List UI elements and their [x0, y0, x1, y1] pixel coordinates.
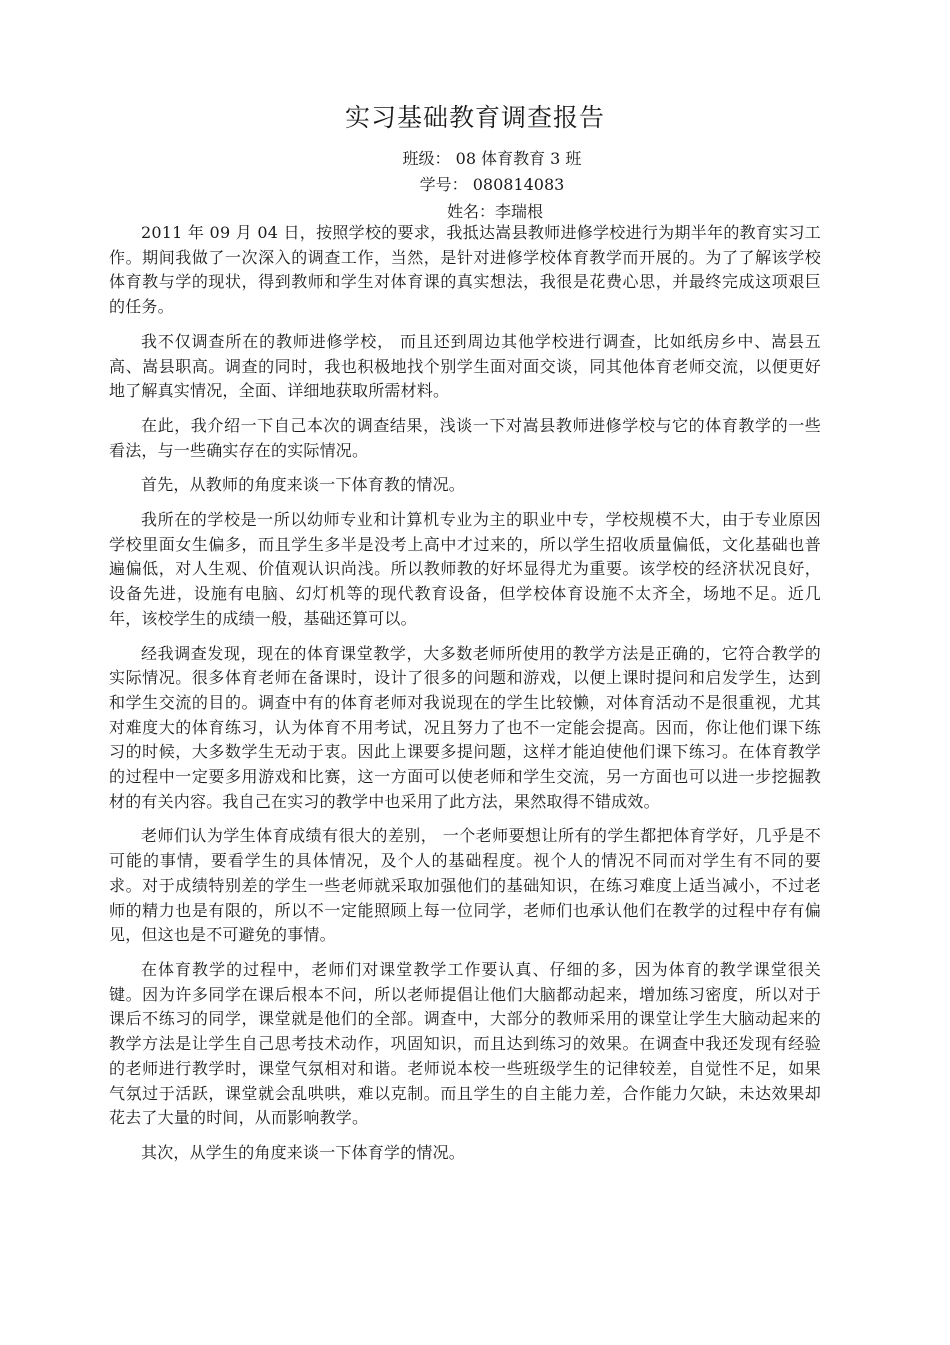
paragraph: 在体育教学的过程中，老师们对课堂教学工作要认真、仔细的多，因为体育的教学课堂很关键。因为许多同学在课后根本不问，所以老师提倡让他们大脑都动起来，增加练习密度，所以对于课后不练习的同学，课堂就是他们的全部。调查中，大部分的教师采用的课堂让学生大脑动起来的教学方法是让学生自己思考技术动作，巩固知识，而且达到练习的效果。在调查中我还发现有经验的老师进行教学时，课堂气氛相对和谐。老师说本校一些班级学生的记律较差，自觉性不足，如果气氛过于活跃，课堂就会乱哄哄，难以克制。而且学生的自主能力差，合作能力欠缺，未达效果却花去了大量的时间，从而影响教学。: [109, 959, 821, 1128]
paragraph: 首先，从教师的角度来谈一下体育教的情况。: [141, 475, 466, 495]
paragraph: 老师们认为学生体育成绩有很大的差别， 一个老师要想让所有的学生都把体育学好，几乎是不可能的事情，要看学生的具体情况，及个人的基础程度。视个人的情况不同而对学生有不同的要求。对于成绩特别差的学生一些老师就采取加强他们的基础知识，在练习难度上适当减小，不过老师的精力也是有限的，所以不一定能照顾上每一位同学，老师们也承认他们在教学的过程中存有偏见，但这也是不可避免的事情。: [109, 826, 821, 945]
class-line: 班级： 08 体育教育 3 班: [402, 149, 582, 168]
document-title: 实习基础教育调查报告: [344, 103, 605, 132]
student-id-line: 学号： 080814083: [419, 175, 565, 194]
report-body: [109, 221, 821, 1176]
paragraph: 经我调查发现，现在的体育课堂教学，大多数老师所使用的教学方法是正确的，它符合教学的实际情况。很多体育老师在备课时，设计了很多的问题和游戏，以便上课时提问和启发学生，达到和学生交流的目的。调查中有的体育老师对我说现在的学生比较懒，对体育活动不是很重视，尤其对难度大的体育练习，认为体育不用考试，况且努力了也不一定能会提高。因而，你让他们课下练习的时候，大多数学生无动于衷。因此上课要多提问题，这样才能迫使他们课下练习。在体育教学的过程中一定要多用游戏和比赛，这一方面可以使老师和学生交流，另一方面也可以进一步挖掘教材的有关内容。我自己在实习的教学中也采用了此方法，果然取得不错成效。: [109, 643, 821, 811]
paragraph: 我不仅调查所在的教师进修学校， 而且还到周边其他学校进行调查，比如纸房乡中、嵩县五高、嵩县职高。调查的同时，我也积极地找个别学生面对面交谈，同其他体育老师交流，以便更好地了解真实情况，全面、详细地获取所需材料。: [109, 331, 821, 401]
paragraph: 2011 年 09 月 04 日，按照学校的要求，我抵达嵩县教师进修学校进行为期半年的教育实习工作。期间我做了一次深入的调查工作，当然，是针对进修学校体育教学而开展的。为了了解该学校体育教与学的现状，得到教师和学生对体育课的真实想法，我很是花费心思，并最终完成这项艰巨的任务。: [109, 223, 821, 317]
name-line: 姓名：李瑞根: [446, 202, 543, 221]
paragraph: 其次，从学生的角度来谈一下体育学的情况。: [141, 1142, 466, 1162]
paragraph: 在此，我介绍一下自己本次的调查结果，浅谈一下对嵩县教师进修学校与它的体育教学的一些看法，与一些确实存在的实际情况。: [109, 415, 821, 460]
paragraph: 我所在的学校是一所以幼师专业和计算机专业为主的职业中专，学校规模不大，由于专业原因学校里面女生偏多，而且学生多半是没考上高中才过来的，所以学生招收质量偏低，文化基础也普遍偏低，对人生观、价值观认识尚浅。所以教师教的好坏显得尤为重要。该学校的经济状况良好，设备先进，设施有电脑、幻灯机等的现代教育设备，但学校体育设施不太齐全，场地不足。近几年，该校学生的成绩一般，基础还算可以。: [109, 510, 821, 628]
